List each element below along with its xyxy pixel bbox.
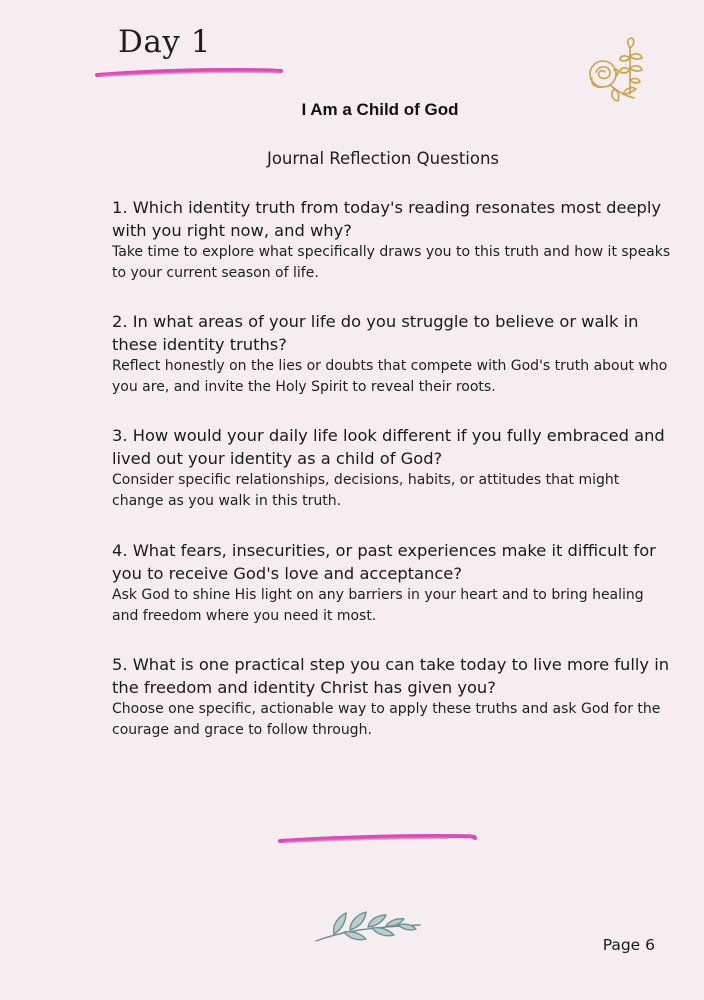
question-text: 3. How would your daily life look different if you fully embraced and lived out your identity as a child of God? bbox=[112, 426, 665, 468]
question-text: 1. Which identity truth from today's reading resonates most deeply with you right now, and why? bbox=[112, 198, 662, 240]
brush-underline-top bbox=[95, 66, 285, 80]
page-title: I Am a Child of God bbox=[301, 100, 459, 119]
question-note: Take time to explore what specifically draws you to this truth and how it speaks to your current season of life. bbox=[112, 244, 671, 281]
question-item bbox=[112, 424, 672, 512]
leaf-sprig-icon bbox=[312, 905, 424, 947]
question-item bbox=[112, 653, 672, 741]
question-text: 4. What fears, insecurities, or past experiences make it difficult for you to receive God's love and acceptance? bbox=[112, 541, 656, 583]
day-title: Day 1 bbox=[118, 24, 211, 60]
question-note: Choose one specific, actionable way to apply these truths and ask God for the courage and grace to follow through. bbox=[112, 701, 661, 738]
question-text: 5. What is one practical step you can take today to live more fully in the freedom and identity Christ has given you? bbox=[112, 655, 670, 697]
brush-divider-bottom bbox=[278, 832, 478, 846]
question-item bbox=[112, 196, 672, 284]
question-note: Consider specific relationships, decisions, habits, or attitudes that might change as you walk in this truth. bbox=[112, 472, 620, 509]
rose-illustration-icon bbox=[578, 34, 650, 106]
section-subtitle: Journal Reflection Questions bbox=[266, 149, 500, 168]
question-note: Reflect honestly on the lies or doubts that compete with God's truth about who you are, and invite the Holy Spirit to reveal their roots. bbox=[112, 358, 668, 395]
question-item bbox=[112, 539, 672, 627]
question-note: Ask God to shine His light on any barriers in your heart and to bring healing and freedom where you need it most. bbox=[112, 587, 644, 624]
question-item bbox=[112, 310, 672, 398]
page-number: Page 6 bbox=[602, 936, 655, 954]
question-text: 2. In what areas of your life do you struggle to believe or walk in these identity truths? bbox=[112, 312, 639, 354]
